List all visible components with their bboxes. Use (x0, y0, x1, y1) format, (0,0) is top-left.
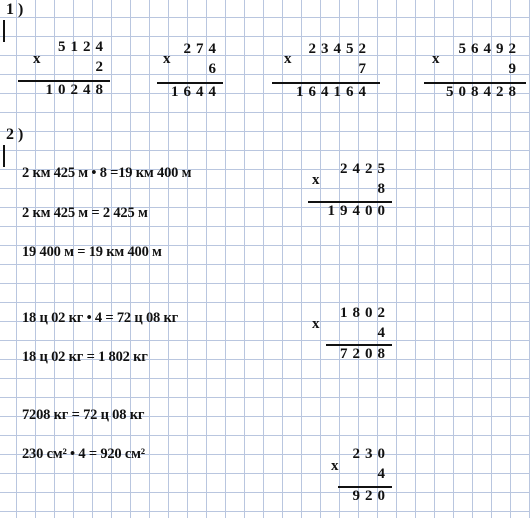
multiplier: 9 (508, 61, 521, 77)
multiplicand: 274 (183, 41, 221, 57)
section-2-label: 2 ) (6, 126, 24, 143)
times-sign: x (432, 51, 440, 67)
multiplicand: 2425 (340, 161, 390, 177)
multiplicand: 56492 (458, 41, 521, 57)
multiplier: 4 (377, 325, 390, 341)
multiplier: 8 (377, 181, 390, 197)
equation-line: 19 400 м = 19 км 400 м (22, 244, 162, 260)
equation-line: 18 ц 02 кг = 1 802 кг (22, 349, 148, 365)
multiplier: 4 (377, 466, 390, 482)
times-sign: x (312, 172, 320, 188)
times-sign: x (33, 51, 41, 67)
multiplicand: 230 (352, 446, 390, 462)
product: 164164 (296, 84, 371, 100)
multiplier: 7 (358, 61, 371, 77)
times-sign: x (331, 458, 339, 474)
product: 19400 (327, 203, 390, 219)
product: 1644 (171, 84, 221, 100)
multiplicand: 5124 (58, 39, 108, 55)
equation-line: 2 км 425 м = 2 425 м (22, 205, 148, 221)
section-1-bracket (3, 20, 5, 42)
section-1-label: 1 ) (6, 1, 24, 18)
product: 10248 (45, 82, 108, 98)
multiplier: 2 (95, 59, 108, 75)
times-sign: x (312, 316, 320, 332)
multiplicand: 23452 (308, 41, 371, 57)
equation-line: 2 км 425 м • 8 =19 км 400 м (22, 165, 192, 181)
product: 7208 (340, 346, 390, 362)
times-sign: x (284, 51, 292, 67)
multiplicand: 1802 (340, 305, 390, 321)
equation-line: 7208 кг = 72 ц 08 кг (22, 407, 145, 423)
section-2-bracket (3, 145, 5, 167)
equation-line: 230 см² • 4 = 920 см² (22, 446, 145, 462)
times-sign: x (163, 51, 171, 67)
product: 508428 (446, 84, 521, 100)
multiplier: 6 (208, 61, 221, 77)
equation-line: 18 ц 02 кг • 4 = 72 ц 08 кг (22, 310, 179, 326)
product: 920 (352, 488, 390, 504)
